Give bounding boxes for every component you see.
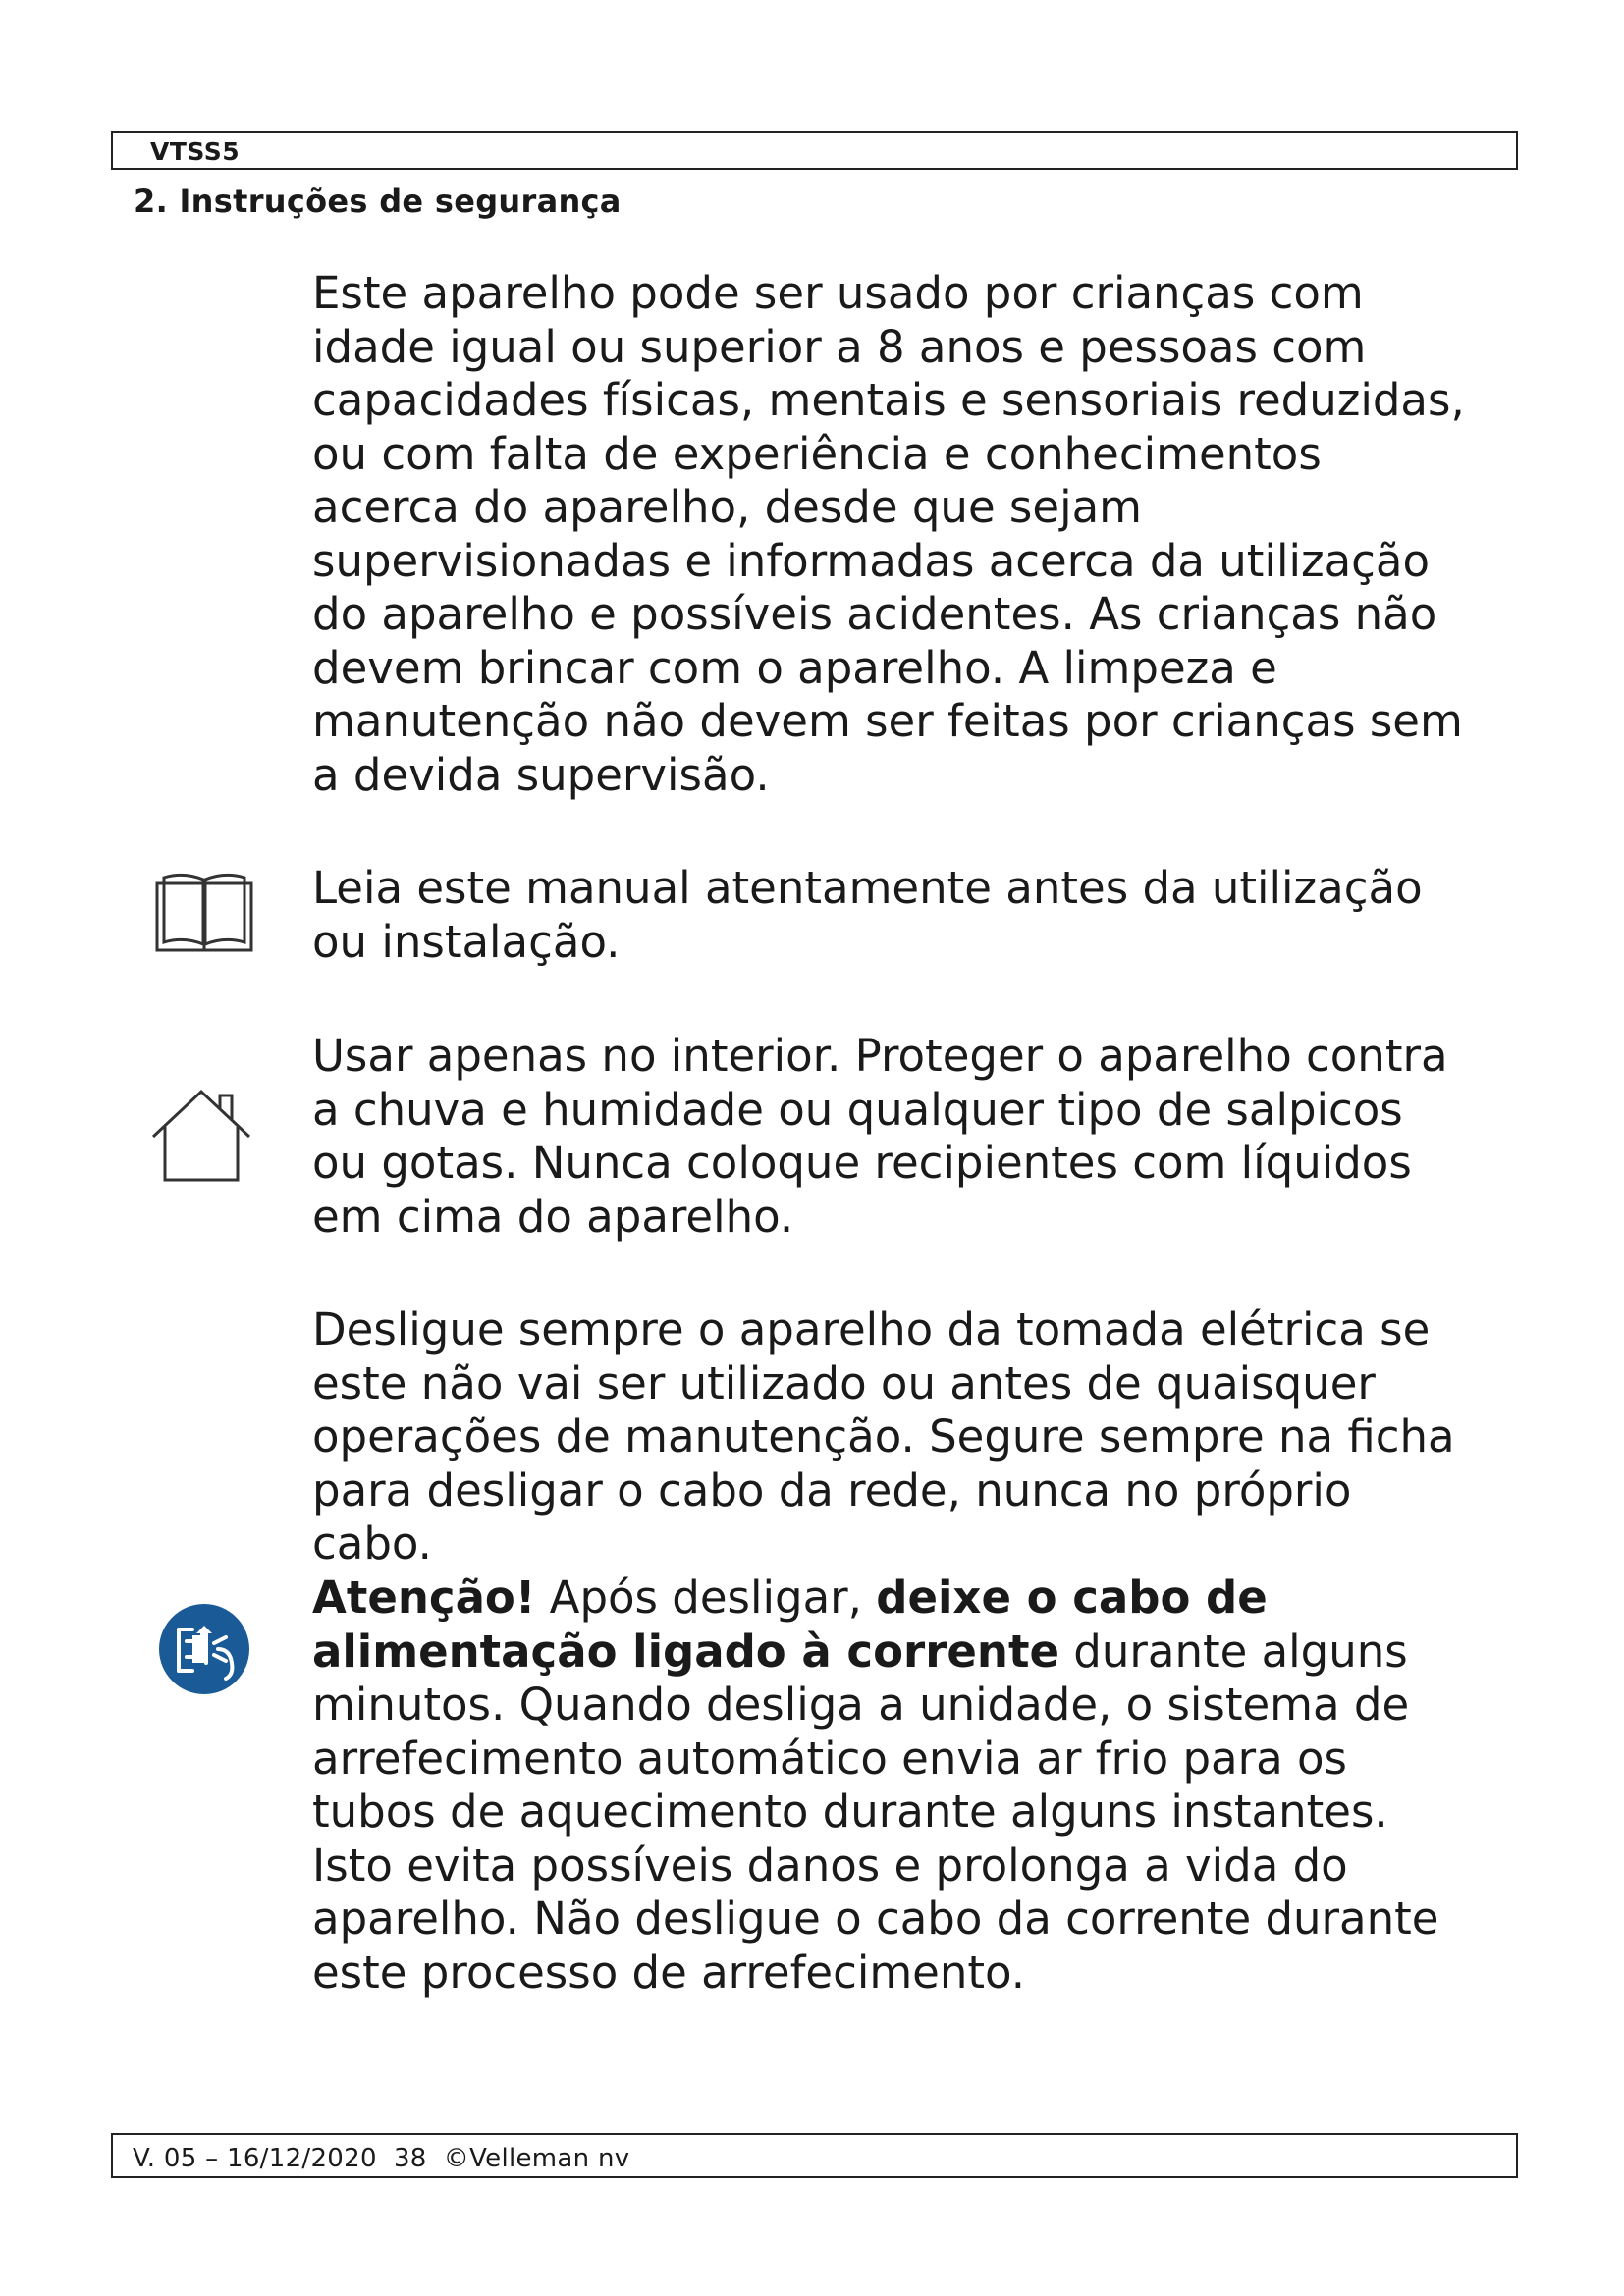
unplug-text: Desligue sempre o aparelho da tomada elétrica se este não vai ser utilizado ou antes de quaisquer operações de manutenção. Segure sempre na ficha para desligar o cabo da rede, nunca no próprio cabo. bbox=[312, 1304, 1455, 1570]
footer-text: V. 05 – 16/12/2020 38 ©Velleman nv bbox=[133, 2144, 630, 2173]
children-warning-text: Este aparelho pode ser usado por crianças com idade igual ou superior a 8 anos e pessoas com capacidades físicas, mentais e sensoriais reduzidas, ou com falta de experiência e conhecimentos acerca do aparelho, desde que sejam supervisionadas e informadas acerca da utilização do aparelho e possíveis acidentes. As crianças não devem brincar com o aparelho. A limpeza e manutenção não devem ser feitas por crianças sem a devida supervisão. bbox=[312, 267, 1465, 801]
read-manual-text: Leia este manual atentamente antes da utilização ou instalação. bbox=[312, 862, 1423, 968]
section-title: 2. Instruções de segurança bbox=[134, 183, 622, 220]
indoor-use-text: Usar apenas no interior. Proteger o aparelho contra a chuva e humidade ou qualquer tipo de salpicos ou gotas. Nunca coloque recipientes com líquidos em cima do aparelho. bbox=[312, 1030, 1448, 1243]
attention-label: Atenção! bbox=[312, 1572, 536, 1624]
attention-text-part-2: durante alguns minutos. Quando desliga a unidade, o sistema de arrefecimento automático envia ar frio para os tubos de aquecimento durante alguns instantes. Isto evita possíveis danos e prolonga a vida do aparelho. Não desligue o cabo da corrente durante este processo de arrefecimento. bbox=[312, 1625, 1439, 1999]
attention-text-part-1: Após desligar, bbox=[535, 1572, 877, 1624]
page-footer bbox=[111, 2133, 1518, 2178]
unplug-mandatory-icon bbox=[157, 1602, 251, 1696]
attention-emphasis: deixe o cabo de alimentação ligado à corrente bbox=[312, 1572, 1268, 1678]
attention-text bbox=[312, 1572, 1490, 2000]
page-header bbox=[111, 131, 1518, 170]
house-icon bbox=[149, 1088, 253, 1184]
model-number: VTSS5 bbox=[150, 137, 241, 166]
book-icon bbox=[154, 870, 254, 954]
